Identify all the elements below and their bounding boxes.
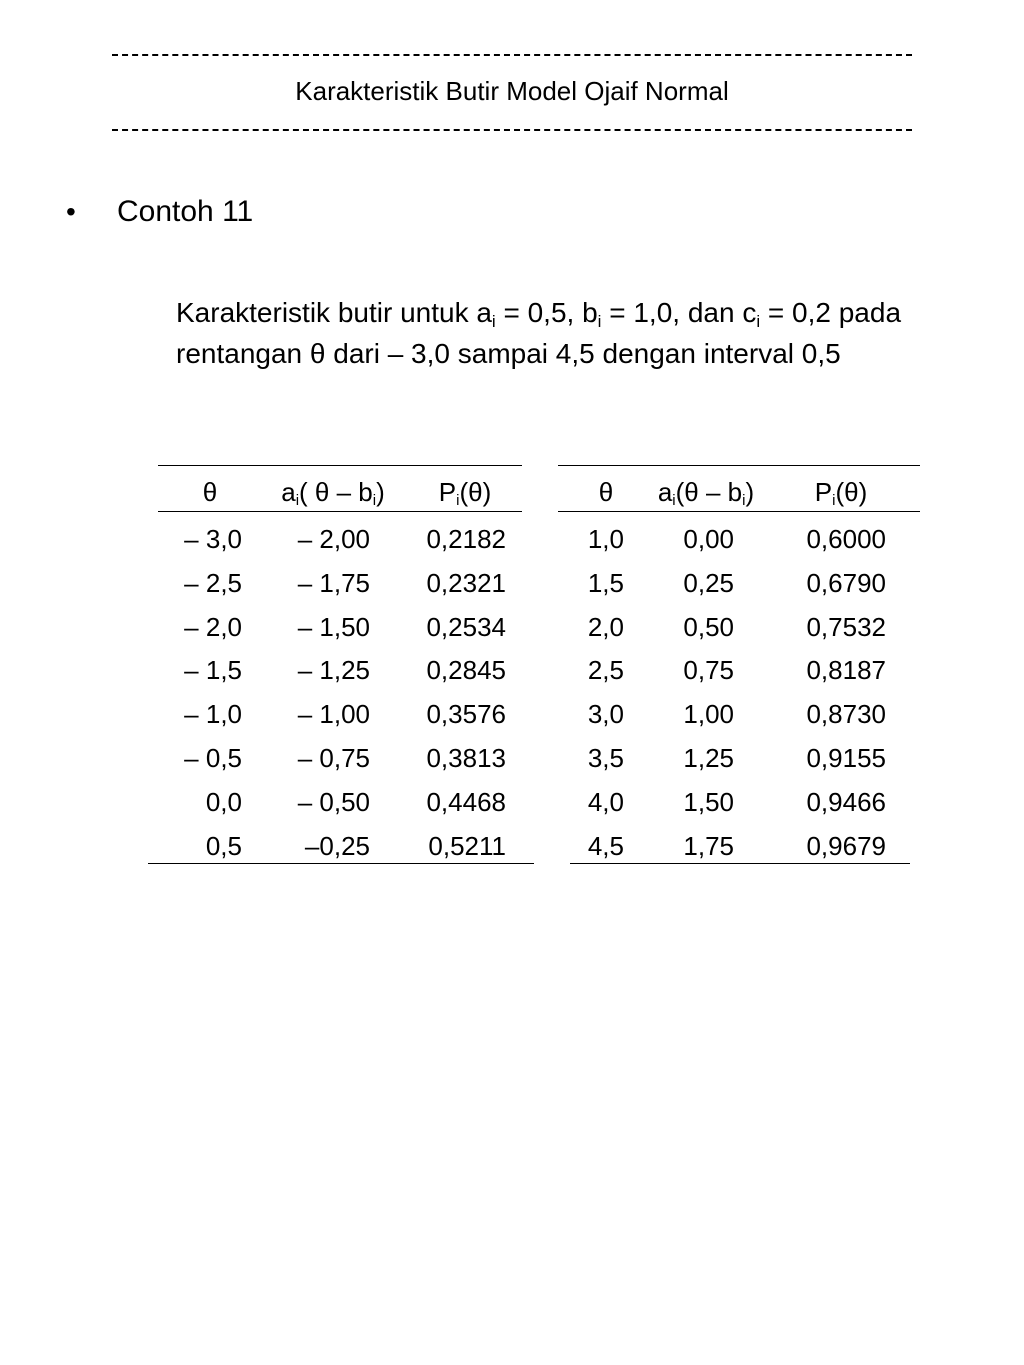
table-right-cell: 0,8730	[806, 699, 886, 730]
table-left-cell: – 1,75	[297, 567, 370, 598]
table-right-cell: 0,7532	[806, 611, 886, 642]
table-right-cell: 0,9155	[806, 743, 886, 773]
table-right-cell: 3,0	[587, 699, 624, 730]
table-right-cell: 1,5	[587, 567, 624, 598]
example-heading: Contoh 11	[117, 195, 254, 228]
table-right-cell: 4,5	[587, 830, 624, 861]
table-left-cell: 0,3813	[426, 743, 506, 773]
bullet-marker: •	[66, 196, 76, 227]
table-right-cell: 1,75	[683, 830, 734, 861]
table-left-header-a: $a_i$( θ – $b_i$)	[281, 477, 385, 509]
table-left-cell: 0,5	[205, 830, 242, 861]
table-left-cell: – 1,25	[297, 655, 370, 686]
table-right-cell: 1,50	[683, 786, 734, 817]
table-right-cell: 0,9679	[806, 830, 886, 861]
table-left-cell: – 0,75	[297, 743, 370, 773]
table-right-cell: 0,50	[683, 611, 734, 642]
table-right-cell: 0,6790	[806, 567, 886, 598]
table-right-cell: 0,75	[683, 655, 734, 686]
table-left-cell: 0,3576	[426, 699, 506, 730]
page-title: Karakteristik Butir Model Ojaif Normal	[295, 76, 729, 106]
table-left-cell: – 0,50	[297, 786, 370, 817]
table-left-cell: 0,2182	[426, 524, 506, 554]
table-right-cell: 1,25	[683, 743, 734, 773]
table-left-cell: – 2,00	[297, 524, 370, 554]
table-right-header-p: $P_i(\theta)$	[814, 477, 868, 509]
table-left-cell: 0,0	[205, 786, 242, 817]
table-right-cell: 4,0	[587, 786, 624, 817]
table-left-cell: – 1,0	[184, 699, 242, 730]
table-left-cell: – 1,50	[297, 611, 370, 642]
table-right-cell: 0,9466	[806, 786, 886, 817]
table-left-cell: – 1,00	[297, 699, 370, 730]
table-left-header-theta: θ	[202, 477, 218, 507]
table-left-cell: –0,25	[304, 830, 370, 861]
table-left-cell: 0,5211	[428, 830, 506, 861]
table-right-cell: 1,00	[683, 699, 734, 730]
example-description: Karakteristik butir untuk $a_i = 0,5$, $b_i = 1,0$, dan $c_i = 0,2$ pada rentangan θ dari – 3,0 sampai 4,5 dengan interval 0,5	[176, 297, 902, 369]
table-right-cell: 1,0	[587, 524, 624, 554]
table-left-cell: 0,2534	[426, 611, 506, 642]
table-right-cell: 3,5	[587, 743, 624, 773]
table-right-cell: 0,8187	[806, 655, 886, 686]
table-right-cell: 0,00	[683, 524, 734, 554]
table-left-cell: – 0,5	[184, 743, 242, 773]
table-right-bottom-rule	[570, 863, 910, 864]
table-right-cell: 0,6000	[806, 524, 886, 554]
table-right-cell: 0,25	[683, 567, 734, 598]
table-left-cell: 0,2845	[426, 655, 506, 686]
table-right-header-a: $a_i(\theta - b_i)$	[657, 477, 755, 509]
table-right-header-theta: θ	[598, 477, 614, 507]
table-left-cell: – 3,0	[184, 524, 242, 554]
table-left-header-p: $P_i(\theta)$	[438, 477, 492, 509]
table-left-cell: – 2,0	[184, 611, 242, 642]
table-right-top-rule	[558, 465, 920, 466]
table-left-cell: 0,2321	[426, 567, 506, 598]
table-right-cell: 2,0	[587, 611, 624, 642]
table-left-cell: – 1,5	[184, 655, 242, 686]
table-right-cell: 2,5	[587, 655, 624, 686]
table-right-header-rule	[558, 511, 920, 512]
table-left-cell: 0,4468	[426, 786, 506, 817]
table-left-cell: – 2,5	[184, 567, 242, 598]
